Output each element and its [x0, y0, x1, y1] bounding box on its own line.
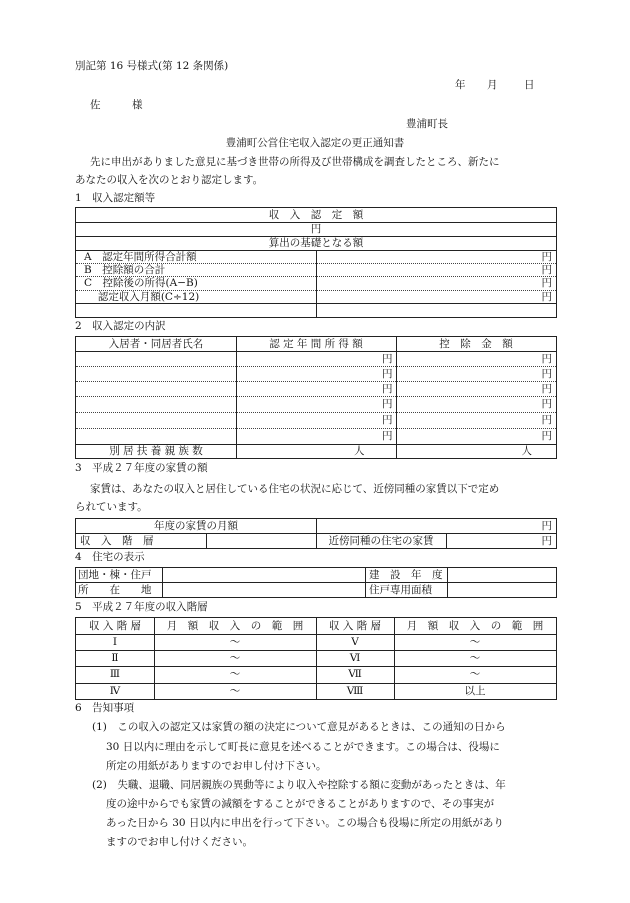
income-breakdown-table [75, 336, 557, 459]
dependents-unit-1: 人 [354, 445, 365, 457]
basis-row-a-label: A 認定年間所得合計額 [84, 251, 197, 263]
notice-1-line-2: 30 日以内に理由を示して町長に意見を述べることができます。この場合は、役場に [106, 741, 500, 753]
addressee: 佐 様 [90, 99, 143, 111]
row-1-deduction-unit: 円 [541, 353, 552, 365]
dependents-label: 別 居 扶 養 親 族 数 [109, 445, 203, 457]
income-total-label: 収 入 認 定 額 [268, 209, 364, 221]
income-tier-label: 収 入 階 層 [80, 535, 154, 547]
tier-6: Ⅵ [349, 652, 361, 664]
section-5-heading: 5 平成２７年度の収入階層 [75, 601, 208, 613]
tier-8-range: 以上 [464, 685, 486, 697]
nearby-rent-unit: 円 [541, 535, 552, 547]
basis-row-b-label: B 控除額の合計 [84, 264, 166, 276]
construction-year-label: 建 設 年 度 [369, 569, 443, 581]
tier-header-right: 収 入 階 層 [328, 620, 381, 632]
tier-8: Ⅷ [346, 685, 364, 697]
tier-1: Ⅰ [112, 636, 118, 648]
basis-row-b-unit: 円 [541, 264, 552, 276]
floor-area-label: 住戸専用面積 [369, 584, 432, 596]
section-4-heading: 4 住宅の表示 [75, 551, 145, 563]
row-2-deduction-unit: 円 [541, 368, 552, 380]
estate-building-unit-label: 団地・棟・住戸 [78, 569, 152, 581]
tier-5: Ⅴ [351, 636, 359, 648]
income-total-unit: 円 [310, 223, 322, 235]
date-month: 月 [487, 79, 498, 91]
tier-5-range: ～ [469, 636, 481, 648]
tier-1-range: ～ [229, 636, 241, 648]
basis-row-monthly-label: 認定収入月額(C÷12) [84, 291, 200, 303]
header-resident-name: 入居者・同居者氏名 [108, 338, 204, 350]
tier-4: Ⅳ [109, 685, 121, 697]
rent-text-line-1: 家賃は、あなたの収入と居住している住宅の状況に応じて、近傍同種の家賃以下で定め [90, 483, 500, 495]
location-label: 所 在 地 [78, 584, 152, 596]
date-day: 日 [524, 79, 535, 91]
header-deduction: 控 除 金 額 [439, 338, 513, 350]
income-certification-table [75, 207, 557, 318]
monthly-rent-unit: 円 [541, 520, 552, 532]
date-year: 年 [455, 79, 466, 91]
tier-6-range: ～ [469, 652, 481, 664]
section-6-heading: 6 告知事項 [75, 702, 135, 714]
notice-2-line-1: (2) 失職、退職、同居親族の異動等により収入や控除する額に変動があったときは、年 [92, 779, 506, 791]
row-3-income-unit: 円 [382, 383, 393, 395]
basis-row-c-unit: 円 [541, 277, 552, 289]
tier-7: Ⅶ [348, 668, 362, 680]
notice-1-line-1: (1) この収入の認定又は家賃の額の決定について意見があるときは、この通知の日から [92, 721, 506, 733]
range-header-right: 月 額 収 入 の 範 囲 [406, 620, 544, 632]
nearby-rent-label: 近傍同種の住宅の家賃 [328, 535, 434, 547]
document-title: 豊浦町公営住宅収入認定の更正通知書 [225, 137, 405, 149]
notice-2-line-2: 度の途中からでも家賃の減額をすることができることがありますので、その事実が [106, 798, 495, 810]
intro-line-1: 先に申出がありました意見に基づき世帯の所得及び世帯構成を調査したところ、新たに [90, 156, 500, 168]
tier-3: Ⅲ [109, 668, 121, 680]
basis-row-c-label: C 控除後の所得(A−B) [84, 277, 198, 289]
row-4-deduction-unit: 円 [541, 398, 552, 410]
row-4-income-unit: 円 [382, 398, 393, 410]
header-annual-income: 認 定 年 間 所 得 額 [269, 338, 363, 350]
tier-7-range: ～ [469, 668, 481, 680]
rent-text-line-2: られています。 [75, 501, 148, 513]
row-3-deduction-unit: 円 [541, 383, 552, 395]
tier-3-range: ～ [229, 668, 241, 680]
notice-2-line-3: あった日から 30 日以内に申出を行って下さい。この場合も役場に所定の用紙があり [106, 817, 504, 829]
section-2-heading: 2 収入認定の内訳 [75, 320, 166, 332]
tier-4-range: ～ [229, 685, 241, 697]
section-3-heading: 3 平成２７年度の家賃の額 [75, 462, 208, 474]
form-id: 別記第 16 号様式(第 12 条関係) [75, 60, 229, 72]
housing-table [75, 567, 557, 598]
row-5-deduction-unit: 円 [541, 414, 552, 426]
range-header-left: 月 額 収 入 の 範 囲 [166, 620, 304, 632]
issuer: 豊浦町長 [406, 118, 448, 130]
row-6-deduction-unit: 円 [541, 430, 552, 442]
row-6-income-unit: 円 [382, 430, 393, 442]
basis-row-monthly-unit: 円 [541, 291, 552, 303]
notice-1-line-3: 所定の用紙がありますのでお申し付け下さい。 [106, 760, 327, 772]
notice-2-line-4: ますのでお申し付けください。 [106, 836, 253, 848]
intro-line-2: あなたの収入を次のとおり認定します。 [75, 174, 264, 186]
monthly-rent-label: 年度の家賃の月額 [154, 520, 238, 532]
row-5-income-unit: 円 [382, 414, 393, 426]
tier-2-range: ～ [229, 652, 241, 664]
tier-header-left: 収 入 階 層 [88, 620, 141, 632]
row-1-income-unit: 円 [382, 353, 393, 365]
basis-label: 算出の基礎となる額 [268, 237, 364, 249]
income-tier-table [75, 617, 557, 700]
dependents-unit-2: 人 [521, 445, 532, 457]
section-1-heading: 1 収入認定額等 [75, 192, 156, 204]
tier-2: Ⅱ [111, 652, 119, 664]
basis-row-a-unit: 円 [541, 251, 552, 263]
rent-table [75, 518, 557, 549]
row-2-income-unit: 円 [382, 368, 393, 380]
